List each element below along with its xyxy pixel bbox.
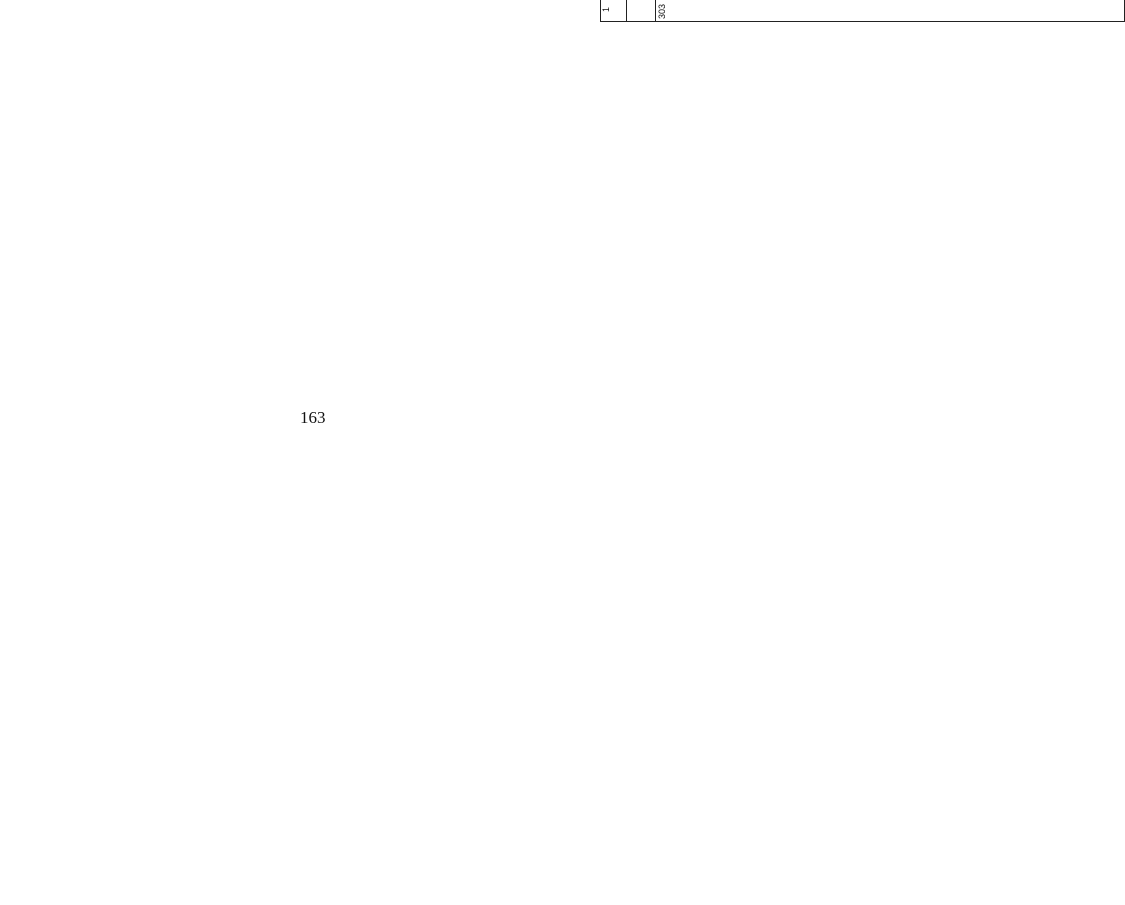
section-title-row	[627, 0, 656, 22]
page-number: 163	[300, 408, 326, 427]
table-row	[656, 0, 1125, 22]
title-spacer	[627, 0, 656, 22]
rotated-table-container	[600, 0, 1110, 22]
works-table	[600, 0, 1125, 22]
cell-number: 303	[656, 0, 1125, 22]
col-num: 1	[601, 0, 627, 22]
column-number-row	[601, 0, 627, 22]
